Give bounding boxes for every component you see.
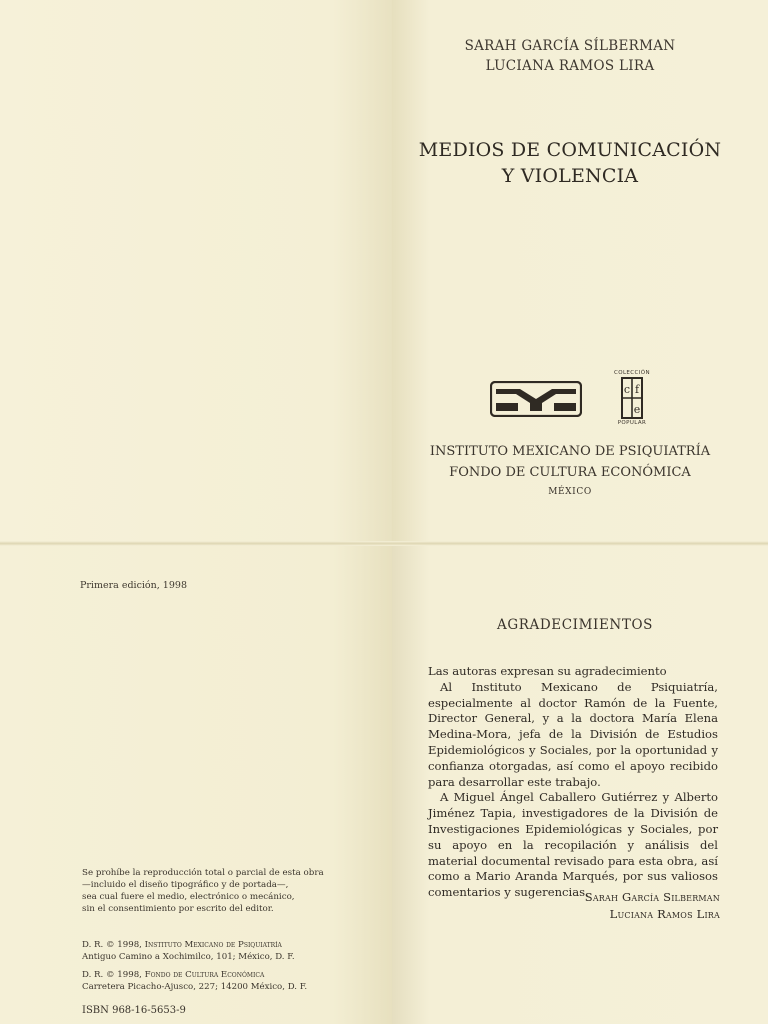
publisher-city: MÉXICO <box>548 487 592 497</box>
svg-text:f: f <box>634 383 640 396</box>
rights-holder: D. R. © 1998, Fondo de Cultura Económica <box>82 970 265 980</box>
rights-address: Carretera Picacho-Ajusco, 227; 14200 México, D. F. <box>82 981 308 992</box>
title-line-1: MEDIOS DE COMUNICACIÓN <box>418 139 722 161</box>
rights-entry <box>82 940 342 963</box>
rights-block <box>82 940 342 1000</box>
author-2: LUCIANA RAMOS LIRA <box>485 58 655 74</box>
book-title <box>400 137 740 189</box>
rights-address: Antiguo Camino a Xochimilco, 101; México, D. F. <box>82 951 295 962</box>
fce-logo-top-text: COLECCIÓN <box>613 370 651 376</box>
legal-line: Se prohíbe la reproducción total o parcial de esta obra <box>82 868 324 878</box>
fce-emblem-icon <box>612 376 652 420</box>
publisher-1: INSTITUTO MEXICANO DE PSIQUIATRÍA <box>429 444 711 459</box>
fce-logo <box>612 370 652 432</box>
signature-1: Sarah García Silberman <box>584 890 720 904</box>
acknowledgments-heading: AGRADECIMIENTOS <box>497 617 653 633</box>
legal-line: sea cual fuere el medio, electrónico o mecánico, <box>82 892 295 902</box>
legal-notice <box>82 867 342 915</box>
legal-line: sin el consentimiento por escrito del editor. <box>82 904 274 914</box>
authors <box>430 36 710 76</box>
rights-entry <box>82 970 342 993</box>
legal-line: —incluido el diseño tipográfico y de portada—, <box>82 880 289 890</box>
title-line-2: Y VIOLENCIA <box>501 165 639 187</box>
page-fold <box>0 541 768 546</box>
signature-2: Luciana Ramos Lira <box>609 906 720 921</box>
ack-paragraph: A Miguel Ángel Caballero Gutiérrez y Alberto Jiménez Tapia, investigadores de la División de Investigaciones Epidemiológicas y Sociales, por su apoyo en la recopilación y análisis del material documental revisado para esta obra, así como a Mario Aranda Marqués, por sus valiosos comentarios y sugerencias. <box>428 790 718 900</box>
author-1: SARAH GARCÍA SÍLBERMAN <box>464 38 676 54</box>
signatures <box>520 889 720 922</box>
fce-logo-bottom-text: POPULAR <box>617 420 647 426</box>
publisher-2: FONDO DE CULTURA ECONÓMICA <box>449 465 691 480</box>
svg-text:e: e <box>633 403 641 416</box>
blank-page <box>0 0 392 544</box>
edition-note: Primera edición, 1998 <box>80 580 187 591</box>
ack-paragraph: Las autoras expresan su agradecimiento <box>428 664 667 678</box>
isbn: ISBN 968-16-5653-9 <box>82 1005 186 1016</box>
publishers <box>420 441 720 501</box>
acknowledgments-text <box>428 664 718 901</box>
rights-holder: D. R. © 1998, Instituto Mexicano de Psiquiatría <box>82 940 282 950</box>
svg-text:c: c <box>623 383 631 396</box>
imp-logo-icon <box>490 381 582 417</box>
ack-paragraph: Al Instituto Mexicano de Psiquiatría, especialmente al doctor Ramón de la Fuente, Director General, y a la doctora María Elena Medina-Mora, jefa de la División de Estudios Epidemiológicos y Sociales, por la oportunidad y confianza otorgadas, así como el apoyo recibido para desarrollar este trabajo. <box>428 679 718 789</box>
